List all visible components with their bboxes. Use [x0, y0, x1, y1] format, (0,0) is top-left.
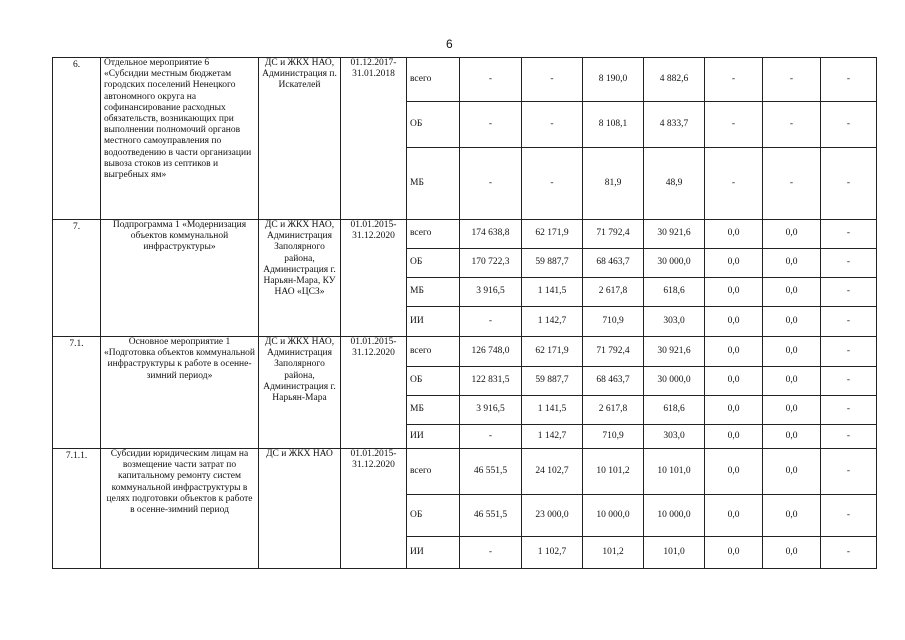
funding-source: МБ — [407, 396, 460, 425]
value-cell: - — [522, 102, 583, 148]
value-cell: 0,0 — [763, 396, 821, 425]
value-cell: 710,9 — [583, 307, 644, 337]
value-cell: 0,0 — [763, 307, 821, 337]
value-cell: 0,0 — [763, 337, 821, 367]
value-cell: 618,6 — [644, 278, 705, 307]
value-cell: 4 882,6 — [644, 58, 705, 102]
value-cell: 0,0 — [763, 495, 821, 537]
value-cell: 0,0 — [705, 495, 763, 537]
table-row — [53, 449, 877, 495]
value-cell: 710,9 — [583, 425, 644, 449]
value-cell: 48,9 — [644, 148, 705, 220]
value-cell: 24 102,7 — [522, 449, 583, 495]
value-cell: 101,2 — [583, 537, 644, 569]
value-cell: 62 171,9 — [522, 220, 583, 249]
value-cell: 2 617,8 — [583, 396, 644, 425]
value-cell: - — [821, 449, 877, 495]
period: 01.01.2015-31.12.2020 — [341, 337, 407, 449]
funding-source: всего — [407, 220, 460, 249]
value-cell: 174 638,8 — [460, 220, 522, 249]
value-cell: - — [821, 102, 877, 148]
row-number: 7.1. — [53, 337, 101, 449]
executor: ДС и ЖКХ НАО, Администрация п. Искателей — [259, 58, 341, 220]
value-cell: 0,0 — [705, 220, 763, 249]
value-cell: 10 101,0 — [644, 449, 705, 495]
value-cell: 1 142,7 — [522, 307, 583, 337]
funding-source: ОБ — [407, 367, 460, 396]
value-cell: - — [821, 396, 877, 425]
value-cell: 8 108,1 — [583, 102, 644, 148]
value-cell: 0,0 — [763, 220, 821, 249]
value-cell: 81,9 — [583, 148, 644, 220]
value-cell: - — [821, 337, 877, 367]
value-cell: 0,0 — [705, 249, 763, 278]
value-cell: 1 141,5 — [522, 396, 583, 425]
value-cell: 30 921,6 — [644, 220, 705, 249]
value-cell: 68 463,7 — [583, 249, 644, 278]
funding-source: всего — [407, 337, 460, 367]
value-cell: - — [821, 307, 877, 337]
value-cell: 0,0 — [705, 278, 763, 307]
value-cell: - — [821, 537, 877, 569]
value-cell: - — [705, 58, 763, 102]
funding-source: ИИ — [407, 537, 460, 569]
value-cell: - — [821, 278, 877, 307]
value-cell: 0,0 — [763, 367, 821, 396]
funding-source: ОБ — [407, 102, 460, 148]
value-cell: 0,0 — [705, 537, 763, 569]
value-cell: 170 722,3 — [460, 249, 522, 278]
value-cell: 101,0 — [644, 537, 705, 569]
measure-name: Подпрограмма 1 «Модернизация объектов коммунальной инфраструктуры» — [101, 220, 259, 337]
value-cell: 0,0 — [763, 537, 821, 569]
period: 01.01.2015-31.12.2020 — [341, 220, 407, 337]
value-cell: - — [821, 220, 877, 249]
value-cell: - — [460, 148, 522, 220]
value-cell: - — [522, 58, 583, 102]
value-cell: 0,0 — [763, 249, 821, 278]
value-cell: 71 792,4 — [583, 337, 644, 367]
budget-table — [52, 57, 877, 569]
value-cell: 303,0 — [644, 425, 705, 449]
value-cell: - — [821, 425, 877, 449]
row-number: 6. — [53, 58, 101, 220]
table-body — [53, 58, 877, 569]
value-cell: 59 887,7 — [522, 249, 583, 278]
value-cell: 46 551,5 — [460, 495, 522, 537]
value-cell: 71 792,4 — [583, 220, 644, 249]
funding-source: всего — [407, 449, 460, 495]
value-cell: 3 916,5 — [460, 396, 522, 425]
measure-name: Субсидии юридическим лицам на возмещение части затрат по капитальному ремонту систем коммунальной инфраструктуры в целях подготовки объектов к работе в осенне-зимний период — [101, 449, 259, 569]
value-cell: 0,0 — [763, 449, 821, 495]
value-cell: - — [705, 148, 763, 220]
value-cell: - — [460, 537, 522, 569]
value-cell: - — [763, 102, 821, 148]
value-cell: - — [705, 102, 763, 148]
value-cell: 618,6 — [644, 396, 705, 425]
value-cell: 30 000,0 — [644, 367, 705, 396]
value-cell: 30 921,6 — [644, 337, 705, 367]
value-cell: 10 000,0 — [644, 495, 705, 537]
value-cell: 0,0 — [705, 396, 763, 425]
value-cell: 126 748,0 — [460, 337, 522, 367]
value-cell: - — [821, 495, 877, 537]
table-row — [53, 337, 877, 367]
period: 01.01.2015-31.12.2020 — [341, 449, 407, 569]
value-cell: - — [460, 307, 522, 337]
value-cell: 0,0 — [763, 278, 821, 307]
funding-source: МБ — [407, 148, 460, 220]
executor: ДС и ЖКХ НАО — [259, 449, 341, 569]
period: 01.12.2017-31.01.2018 — [341, 58, 407, 220]
executor: ДС и ЖКХ НАО, Администрация Заполярного района, Администрация г. Нарьян-Мара, КУ НАО «ЦСЗ» — [259, 220, 341, 337]
value-cell: 122 831,5 — [460, 367, 522, 396]
value-cell: 1 141,5 — [522, 278, 583, 307]
funding-source: ИИ — [407, 307, 460, 337]
value-cell: 0,0 — [705, 425, 763, 449]
value-cell: 8 190,0 — [583, 58, 644, 102]
value-cell: 30 000,0 — [644, 249, 705, 278]
value-cell: - — [821, 249, 877, 278]
value-cell: 68 463,7 — [583, 367, 644, 396]
value-cell: - — [522, 148, 583, 220]
value-cell: - — [460, 425, 522, 449]
value-cell: 0,0 — [705, 449, 763, 495]
row-number: 7. — [53, 220, 101, 337]
value-cell: 3 916,5 — [460, 278, 522, 307]
funding-source: ИИ — [407, 425, 460, 449]
measure-name: Отдельное мероприятие 6 «Субсидии местным бюджетам городских поселений Ненецкого автономного округа на софинансирование расходных обязательств, возникающих при выполнении полномочий органов местного самоуправления по водоотведению в части организации вывоза стоков из септиков и выгребных ям» — [101, 58, 259, 220]
value-cell: 0,0 — [763, 425, 821, 449]
row-number: 7.1.1. — [53, 449, 101, 569]
value-cell: 2 617,8 — [583, 278, 644, 307]
value-cell: - — [460, 58, 522, 102]
value-cell: - — [821, 367, 877, 396]
page-number: 6 — [446, 37, 453, 51]
funding-source: МБ — [407, 278, 460, 307]
value-cell: 23 000,0 — [522, 495, 583, 537]
value-cell: 46 551,5 — [460, 449, 522, 495]
table-row — [53, 220, 877, 249]
value-cell: 303,0 — [644, 307, 705, 337]
funding-source: всего — [407, 58, 460, 102]
value-cell: - — [821, 58, 877, 102]
value-cell: 59 887,7 — [522, 367, 583, 396]
funding-source: ОБ — [407, 495, 460, 537]
value-cell: 1 142,7 — [522, 425, 583, 449]
value-cell: 0,0 — [705, 367, 763, 396]
value-cell: - — [763, 148, 821, 220]
table-row — [53, 58, 877, 102]
value-cell: 0,0 — [705, 307, 763, 337]
value-cell: 1 102,7 — [522, 537, 583, 569]
value-cell: - — [763, 58, 821, 102]
funding-source: ОБ — [407, 249, 460, 278]
value-cell: - — [460, 102, 522, 148]
value-cell: 62 171,9 — [522, 337, 583, 367]
value-cell: 10 101,2 — [583, 449, 644, 495]
value-cell: 0,0 — [705, 337, 763, 367]
executor: ДС и ЖКХ НАО, Администрация Заполярного района, Администрация г. Нарьян-Мара — [259, 337, 341, 449]
measure-name: Основное мероприятие 1 «Подготовка объектов коммунальной инфраструктуры к работе в осенне-зимний период» — [101, 337, 259, 449]
value-cell: - — [821, 148, 877, 220]
value-cell: 10 000,0 — [583, 495, 644, 537]
value-cell: 4 833,7 — [644, 102, 705, 148]
